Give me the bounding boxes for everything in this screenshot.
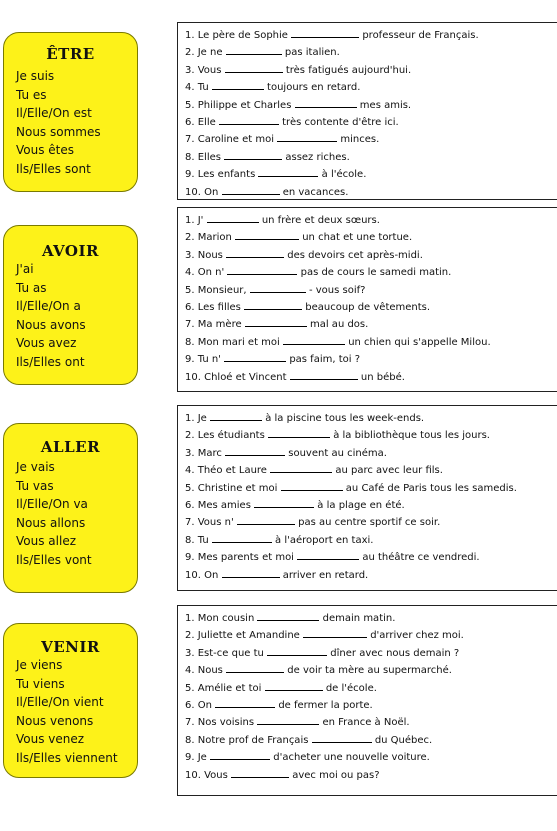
- sentence-start: On: [197, 699, 212, 711]
- answer-blank[interactable]: [224, 350, 286, 362]
- conjugation-card-3: [3, 423, 138, 593]
- exercise-line: [185, 26, 557, 43]
- conjugation-form: Vous venez: [16, 732, 85, 746]
- conjugation-form: Tu es: [16, 87, 47, 102]
- conjugation-card-4: [3, 623, 138, 778]
- exercise-number: 10.: [185, 569, 201, 581]
- exercise-line: [185, 61, 557, 78]
- answer-blank[interactable]: [257, 609, 319, 621]
- sentence-end: pas italien.: [284, 47, 340, 59]
- exercise-number: 4.: [185, 465, 195, 477]
- conjugation-form: Vous avez: [16, 336, 77, 350]
- conjugation-form: Ils/Elles vont: [16, 552, 92, 567]
- answer-blank[interactable]: [281, 479, 343, 491]
- sentence-end: en vacances.: [282, 186, 349, 198]
- sentence-start: J': [197, 215, 204, 226]
- sentence-end: du Québec.: [374, 734, 433, 746]
- answer-blank[interactable]: [312, 731, 372, 743]
- conjugation-form: Il/Elle/On vient: [16, 695, 104, 709]
- answer-blank[interactable]: [291, 26, 359, 38]
- exercise-line: [185, 281, 557, 298]
- verb-title: AVOIR: [42, 242, 99, 260]
- sentence-start: On: [204, 186, 219, 198]
- exercise-number: 4.: [185, 82, 195, 94]
- exercise-number: 1.: [185, 30, 195, 41]
- exercise-line: [185, 211, 557, 228]
- sentence-end: un bébé.: [360, 371, 405, 383]
- answer-blank[interactable]: [212, 531, 272, 543]
- sentence-start: Tu: [197, 82, 209, 94]
- sentence-start: Christine et moi: [197, 482, 278, 494]
- exercise-number: 1.: [185, 613, 195, 624]
- exercise-line: [185, 548, 557, 565]
- conjugation-card-2: [3, 225, 138, 385]
- exercise-line: [185, 165, 557, 182]
- exercise-line: [185, 148, 557, 165]
- exercise-number: 2.: [185, 47, 195, 59]
- conjugation-form: Nous allons: [16, 515, 86, 530]
- sentence-end: assez riches.: [285, 151, 350, 163]
- conjugation-form: Tu as: [16, 280, 47, 295]
- sentence-start: Vous: [197, 64, 222, 76]
- sentence-start: Monsieur,: [197, 284, 247, 296]
- exercise-number: 6.: [185, 699, 195, 711]
- answer-blank[interactable]: [290, 368, 358, 380]
- sentence-start: Notre prof de Français: [197, 734, 309, 746]
- exercise-number: 9.: [185, 752, 195, 764]
- sentence-end: en France à Noël.: [322, 717, 410, 729]
- sentence-end: à l'aéroport en taxi.: [275, 534, 374, 546]
- exercise-number: 2.: [185, 630, 195, 642]
- sentence-start: Je ne: [197, 47, 223, 59]
- answer-blank[interactable]: [267, 644, 327, 656]
- exercise-number: 10.: [185, 186, 201, 198]
- exercise-number: 10.: [185, 371, 201, 383]
- sentence-start: Mes parents et moi: [197, 552, 294, 564]
- sentence-end: avec moi ou pas?: [292, 769, 380, 781]
- exercise-number: 7.: [185, 319, 195, 331]
- sentence-start: Marion: [197, 232, 232, 244]
- conjugation-form: Il/Elle/On va: [16, 497, 88, 511]
- answer-blank[interactable]: [222, 183, 280, 195]
- conjugation-form: Nous avons: [16, 317, 86, 332]
- exercise-line: [185, 566, 557, 583]
- sentence-end: très contente d'être ici.: [282, 116, 399, 128]
- sentence-end: pas faim, toi ?: [289, 354, 361, 366]
- exercise-line: [185, 246, 557, 263]
- exercise-number: 8.: [185, 734, 195, 746]
- sentence-end: un frère et deux sœurs.: [261, 215, 380, 226]
- conjugation-form: Ils/Elles ont: [16, 354, 85, 369]
- exercise-number: 9.: [185, 169, 195, 181]
- sentence-end: d'arriver chez moi.: [370, 630, 464, 642]
- answer-blank[interactable]: [297, 548, 359, 560]
- sentence-start: Marc: [197, 447, 222, 459]
- exercise-number: 8.: [185, 534, 195, 546]
- exercise-line: [185, 531, 557, 548]
- sentence-start: Caroline et moi: [197, 134, 274, 146]
- exercise-box-3: [177, 405, 557, 591]
- sentence-end: pas au centre sportif ce soir.: [298, 517, 441, 529]
- answer-blank[interactable]: [270, 461, 332, 473]
- exercise-number: 9.: [185, 552, 195, 564]
- exercise-line: [185, 315, 557, 332]
- exercise-number: 6.: [185, 301, 195, 313]
- exercise-number: 8.: [185, 151, 195, 163]
- sentence-end: demain matin.: [322, 613, 396, 624]
- answer-blank[interactable]: [250, 281, 306, 293]
- exercise-number: 7.: [185, 134, 195, 146]
- answer-blank[interactable]: [210, 409, 262, 421]
- sentence-end: arriver en retard.: [282, 569, 369, 581]
- exercise-number: 5.: [185, 682, 195, 694]
- exercise-line: [185, 113, 557, 130]
- sentence-start: Tu n': [197, 354, 221, 366]
- conjugation-form: Je viens: [16, 658, 63, 672]
- answer-blank[interactable]: [212, 78, 264, 90]
- exercise-line: [185, 661, 557, 678]
- exercise-line: [185, 626, 557, 643]
- conjugation-list: [16, 67, 101, 178]
- exercise-number: 3.: [185, 647, 195, 659]
- sentence-start: Vous: [204, 769, 228, 781]
- exercise-number: 9.: [185, 354, 195, 366]
- sentence-start: Est-ce que tu: [197, 647, 264, 659]
- sentence-start: Mon mari et moi: [197, 336, 280, 348]
- sentence-end: pas de cours le samedi matin.: [300, 267, 452, 279]
- exercise-line: [185, 461, 557, 478]
- sentence-start: Mon cousin: [197, 613, 255, 624]
- exercise-line: [185, 409, 557, 426]
- answer-blank[interactable]: [207, 211, 259, 223]
- sentence-end: à la bibliothèque tous les jours.: [333, 430, 490, 442]
- sentence-end: minces.: [340, 134, 380, 146]
- answer-blank[interactable]: [226, 246, 284, 258]
- sentence-end: de voir ta mère au supermarché.: [287, 665, 452, 677]
- answer-blank[interactable]: [227, 263, 297, 275]
- answer-blank[interactable]: [225, 61, 283, 73]
- conjugation-form: Vous allez: [16, 534, 76, 548]
- exercise-line: [185, 766, 557, 783]
- conjugation-form: Je suis: [16, 69, 55, 83]
- answer-blank[interactable]: [231, 766, 289, 778]
- sentence-end: mes amis.: [359, 99, 412, 111]
- exercise-number: 7.: [185, 517, 195, 529]
- exercise-line: [185, 298, 557, 315]
- answer-blank[interactable]: [222, 566, 280, 578]
- sentence-end: au Café de Paris tous les samedis.: [345, 482, 517, 494]
- answer-blank[interactable]: [268, 426, 330, 438]
- answer-blank[interactable]: [224, 148, 282, 160]
- conjugation-form: Il/Elle/On a: [16, 299, 81, 313]
- exercise-line: [185, 78, 557, 95]
- answer-blank[interactable]: [226, 661, 284, 673]
- answer-blank[interactable]: [277, 130, 337, 142]
- sentence-end: à la piscine tous les week-ends.: [265, 413, 425, 424]
- sentence-end: professeur de Français.: [362, 30, 479, 41]
- exercise-number: 3.: [185, 64, 195, 76]
- exercise-line: [185, 444, 557, 461]
- sentence-end: de l'école.: [325, 682, 377, 694]
- verb-title: ALLER: [40, 438, 101, 456]
- exercise-box-2: [177, 207, 557, 392]
- answer-blank[interactable]: [226, 43, 282, 55]
- sentence-end: dîner avec nous demain ?: [330, 647, 460, 659]
- conjugation-form: Ils/Elles viennent: [16, 750, 118, 765]
- sentence-start: Ma mère: [197, 319, 242, 331]
- sentence-start: Nous: [197, 665, 223, 677]
- answer-blank[interactable]: [215, 696, 275, 708]
- sentence-end: toujours en retard.: [267, 82, 361, 94]
- sentence-start: Je: [197, 752, 207, 764]
- exercise-number: 6.: [185, 499, 195, 511]
- exercise-line: [185, 228, 557, 245]
- conjugation-form: Je vais: [16, 460, 55, 474]
- exercise-line: [185, 368, 557, 385]
- exercise-box-1: [177, 22, 557, 200]
- exercise-number: 3.: [185, 249, 195, 261]
- conjugation-list: [16, 260, 86, 371]
- sentence-end: de fermer la porte.: [278, 699, 373, 711]
- answer-blank[interactable]: [283, 333, 345, 345]
- exercise-line: [185, 96, 557, 113]
- verb-title: VENIR: [41, 638, 100, 656]
- exercise-line: [185, 513, 557, 530]
- sentence-end: un chat et une tortue.: [302, 232, 413, 244]
- exercise-line: [185, 479, 557, 496]
- exercise-line: [185, 679, 557, 696]
- exercise-number: 1.: [185, 413, 195, 424]
- exercise-number: 3.: [185, 447, 195, 459]
- exercise-line: [185, 713, 557, 730]
- sentence-end: mal au dos.: [309, 319, 369, 331]
- conjugation-list: [16, 656, 118, 767]
- answer-blank[interactable]: [235, 228, 299, 240]
- sentence-start: On: [204, 569, 219, 581]
- exercise-line: [185, 350, 557, 367]
- sentence-end: au théâtre ce vendredi.: [362, 552, 480, 564]
- exercise-line: [185, 748, 557, 765]
- conjugation-form: J'ai: [16, 262, 34, 276]
- conjugation-form: Tu viens: [16, 676, 65, 691]
- exercise-line: [185, 426, 557, 443]
- exercise-box-4: [177, 605, 557, 796]
- conjugation-form: Vous êtes: [16, 143, 75, 157]
- sentence-start: Je: [197, 413, 207, 424]
- answer-blank[interactable]: [254, 496, 314, 508]
- sentence-end: très fatigués aujourd'hui.: [285, 64, 412, 76]
- exercise-number: 2.: [185, 430, 195, 442]
- sentence-start: Amélie et toi: [197, 682, 262, 694]
- sentence-start: Vous n': [197, 517, 234, 529]
- conjugation-list: [16, 458, 92, 569]
- sentence-start: Juliette et Amandine: [197, 630, 300, 642]
- exercise-number: 2.: [185, 232, 195, 244]
- exercise-number: 5.: [185, 99, 195, 111]
- sentence-end: souvent au cinéma.: [288, 447, 387, 459]
- exercise-number: 10.: [185, 769, 201, 781]
- sentence-end: des devoirs cet après-midi.: [287, 249, 423, 261]
- conjugation-card-1: [3, 32, 138, 192]
- conjugation-form: Tu vas: [16, 478, 54, 493]
- exercise-number: 6.: [185, 116, 195, 128]
- exercise-line: [185, 496, 557, 513]
- conjugation-form: Il/Elle/On est: [16, 106, 92, 120]
- exercise-number: 5.: [185, 482, 195, 494]
- answer-blank[interactable]: [245, 315, 307, 327]
- sentence-start: Mes amies: [197, 499, 251, 511]
- answer-blank[interactable]: [295, 96, 357, 108]
- exercise-line: [185, 43, 557, 60]
- answer-blank[interactable]: [225, 444, 285, 456]
- sentence-start: Théo et Laure: [197, 465, 267, 477]
- exercise-number: 7.: [185, 717, 195, 729]
- sentence-start: Elles: [197, 151, 221, 163]
- sentence-end: beaucoup de vêtements.: [305, 301, 431, 313]
- sentence-start: On n': [197, 267, 225, 279]
- sentence-start: Nous: [197, 249, 223, 261]
- answer-blank[interactable]: [257, 713, 319, 725]
- exercise-line: [185, 644, 557, 661]
- sentence-end: un chien qui s'appelle Milou.: [348, 336, 491, 348]
- sentence-start: Elle: [197, 116, 216, 128]
- sentence-end: d'acheter une nouvelle voiture.: [273, 752, 430, 764]
- answer-blank[interactable]: [244, 298, 302, 310]
- exercise-number: 4.: [185, 665, 195, 677]
- sentence-start: Le père de Sophie: [197, 30, 288, 41]
- answer-blank[interactable]: [210, 748, 270, 760]
- exercise-line: [185, 130, 557, 147]
- exercise-line: [185, 333, 557, 350]
- exercise-number: 8.: [185, 336, 195, 348]
- exercise-number: 1.: [185, 215, 195, 226]
- conjugation-form: Ils/Elles sont: [16, 161, 91, 176]
- sentence-start: Chloé et Vincent: [204, 371, 287, 383]
- answer-blank[interactable]: [303, 626, 367, 638]
- answer-blank[interactable]: [265, 679, 323, 691]
- sentence-start: Tu: [197, 534, 209, 546]
- sentence-start: Les filles: [197, 301, 241, 313]
- conjugation-form: Nous venons: [16, 713, 94, 728]
- sentence-start: Les étudiants: [197, 430, 265, 442]
- sentence-end: à l'école.: [321, 169, 367, 181]
- exercise-line: [185, 183, 557, 200]
- sentence-end: au parc avec leur fils.: [335, 465, 443, 477]
- exercise-line: [185, 263, 557, 280]
- sentence-start: Philippe et Charles: [197, 99, 292, 111]
- sentence-start: Les enfants: [197, 169, 256, 181]
- exercise-line: [185, 609, 557, 626]
- answer-blank[interactable]: [258, 165, 318, 177]
- exercise-line: [185, 731, 557, 748]
- conjugation-form: Nous sommes: [16, 124, 101, 139]
- verb-title: ÊTRE: [46, 45, 95, 63]
- sentence-end: - vous soif?: [308, 284, 366, 296]
- answer-blank[interactable]: [237, 513, 295, 525]
- exercise-number: 5.: [185, 284, 195, 296]
- answer-blank[interactable]: [219, 113, 279, 125]
- exercise-number: 4.: [185, 267, 195, 279]
- sentence-start: Nos voisins: [197, 717, 255, 729]
- sentence-end: à la plage en été.: [317, 499, 405, 511]
- exercise-line: [185, 696, 557, 713]
